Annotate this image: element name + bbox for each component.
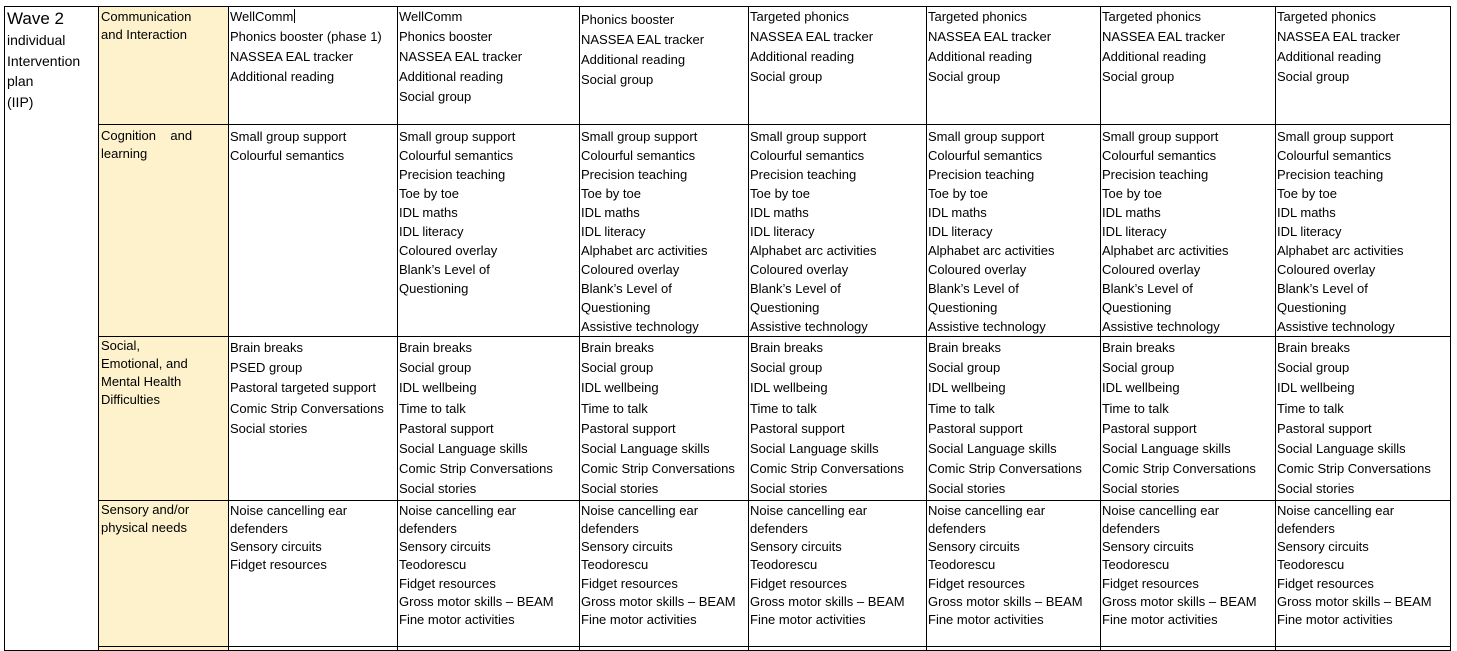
- plan-row-continuation: [5, 646, 1451, 650]
- intervention-cell[interactable]: [229, 125, 398, 337]
- intervention-item: Assistive technology: [1277, 319, 1395, 334]
- intervention-plan-table: [4, 6, 1451, 651]
- intervention-item: Fine motor activities: [581, 612, 697, 628]
- continuation-cell: [1101, 646, 1276, 650]
- intervention-item: Sensory circuits: [1102, 539, 1194, 555]
- intervention-item: Pastoral support: [928, 420, 1023, 436]
- intervention-item: IDL maths: [581, 205, 640, 220]
- intervention-item: Social Language skills: [750, 440, 879, 456]
- intervention-item: Pastoral support: [581, 420, 676, 436]
- wave-label-cell: [5, 7, 99, 651]
- intervention-item: Time to talk: [1102, 400, 1169, 416]
- intervention-cell[interactable]: [398, 500, 580, 646]
- plan-row: [5, 337, 1451, 501]
- intervention-item: Fine motor activities: [1102, 612, 1218, 628]
- intervention-cell[interactable]: [229, 337, 398, 501]
- intervention-item: Brain breaks: [1277, 340, 1350, 355]
- intervention-cell[interactable]: [229, 7, 398, 125]
- intervention-item: Social group: [1102, 69, 1175, 84]
- intervention-item: Fidget resources: [399, 575, 496, 591]
- intervention-item: NASSEA EAL tracker: [230, 49, 354, 64]
- intervention-item: defenders: [230, 520, 288, 536]
- intervention-item: Comic Strip Conversations: [581, 461, 735, 477]
- intervention-item: Gross motor skills – BEAM: [581, 593, 736, 609]
- intervention-item: Blank’s Level of: [928, 281, 1019, 296]
- intervention-item: Toe by toe: [1102, 186, 1162, 201]
- intervention-item: NASSEA EAL tracker: [1102, 29, 1226, 44]
- need-area-cell: [99, 125, 229, 337]
- intervention-item: Comic Strip Conversations: [1102, 461, 1256, 477]
- intervention-item: Blank’s Level of: [750, 281, 841, 296]
- intervention-item: Fine motor activities: [399, 612, 515, 628]
- intervention-item: Alphabet arc activities: [750, 243, 877, 258]
- intervention-item: Small group support: [1277, 129, 1394, 144]
- intervention-item: Social stories: [1277, 481, 1355, 497]
- intervention-item: Comic Strip Conversations: [230, 400, 384, 416]
- intervention-item: Social stories: [230, 420, 308, 436]
- intervention-item: Coloured overlay: [581, 262, 680, 277]
- intervention-item: Social group: [581, 360, 654, 376]
- need-area-label: Sensory and/or: [101, 501, 190, 517]
- intervention-item: Precision teaching: [1277, 167, 1384, 182]
- intervention-cell[interactable]: [1101, 337, 1276, 501]
- need-area-label: learning: [101, 146, 148, 161]
- intervention-item: Fidget resources: [581, 575, 678, 591]
- intervention-item: Social group: [1277, 360, 1350, 376]
- intervention-item: Time to talk: [581, 400, 648, 416]
- intervention-item: Additional reading: [928, 49, 1033, 64]
- intervention-cell[interactable]: [927, 337, 1101, 501]
- need-area-label: Difficulties: [101, 392, 161, 407]
- wave-label-line: (IIP): [7, 93, 34, 110]
- intervention-cell[interactable]: [749, 337, 927, 501]
- intervention-item: Gross motor skills – BEAM: [1277, 593, 1432, 609]
- intervention-item: Alphabet arc activities: [1102, 243, 1229, 258]
- need-area-label: and Interaction: [101, 27, 188, 42]
- intervention-item: IDL maths: [928, 205, 987, 220]
- intervention-item: Social Language skills: [928, 440, 1057, 456]
- plan-row: [5, 7, 1451, 125]
- intervention-item: NASSEA EAL tracker: [399, 49, 523, 64]
- intervention-item: Colourful semantics: [1102, 148, 1217, 163]
- intervention-item: Phonics booster (phase 1): [230, 29, 382, 44]
- intervention-item: Toe by toe: [750, 186, 810, 201]
- intervention-item: Teodorescu: [581, 557, 649, 573]
- intervention-cell[interactable]: [1276, 500, 1451, 646]
- need-area-label: physical needs: [101, 519, 187, 535]
- intervention-item: Colourful semantics: [399, 148, 514, 163]
- intervention-item: NASSEA EAL tracker: [581, 32, 705, 47]
- intervention-item: defenders: [581, 520, 639, 536]
- need-area-label: Communication: [101, 9, 192, 24]
- need-area-label: Mental Health: [101, 374, 182, 389]
- intervention-item: Brain breaks: [581, 340, 654, 355]
- intervention-item: Additional reading: [1277, 49, 1382, 64]
- intervention-item: Pastoral support: [399, 420, 494, 436]
- need-area-cell: [99, 500, 229, 646]
- intervention-cell[interactable]: [1101, 500, 1276, 646]
- intervention-item: Noise cancelling ear: [1277, 502, 1395, 518]
- intervention-item: Small group support: [581, 129, 698, 144]
- continuation-cell: [398, 646, 580, 650]
- intervention-item: Targeted phonics: [750, 9, 850, 24]
- intervention-item: Blank’s Level of: [399, 262, 490, 277]
- intervention-item: Gross motor skills – BEAM: [399, 593, 554, 609]
- intervention-item: Phonics booster: [581, 12, 675, 27]
- intervention-item: Toe by toe: [399, 186, 459, 201]
- intervention-item: Additional reading: [750, 49, 855, 64]
- wave-label-line: Wave 2: [7, 9, 65, 28]
- intervention-item: Gross motor skills – BEAM: [750, 593, 905, 609]
- intervention-item: Blank’s Level of: [1102, 281, 1193, 296]
- intervention-item: Colourful semantics: [581, 148, 696, 163]
- continuation-cell: [749, 646, 927, 650]
- plan-row: [5, 125, 1451, 337]
- intervention-item: Coloured overlay: [1277, 262, 1376, 277]
- intervention-cell[interactable]: [398, 7, 580, 125]
- continuation-cell: [927, 646, 1101, 650]
- intervention-item: Alphabet arc activities: [1277, 243, 1404, 258]
- intervention-item: Sensory circuits: [1277, 539, 1369, 555]
- intervention-item: Additional reading: [230, 69, 335, 84]
- intervention-item: IDL maths: [1277, 205, 1336, 220]
- intervention-item: Brain breaks: [750, 340, 823, 355]
- intervention-item: Fidget resources: [928, 575, 1025, 591]
- intervention-item: Additional reading: [581, 52, 686, 67]
- intervention-item: Comic Strip Conversations: [928, 461, 1082, 477]
- intervention-item: Assistive technology: [581, 319, 699, 334]
- intervention-item: Questioning: [750, 300, 820, 315]
- intervention-item: Assistive technology: [750, 319, 868, 334]
- intervention-item: Teodorescu: [928, 557, 996, 573]
- intervention-cell[interactable]: [1276, 7, 1451, 125]
- intervention-item: Brain breaks: [928, 340, 1001, 355]
- intervention-cell[interactable]: [927, 125, 1101, 337]
- intervention-item: Social group: [581, 72, 654, 87]
- intervention-item: Additional reading: [399, 69, 504, 84]
- intervention-item: Social group: [750, 360, 823, 376]
- intervention-item: Targeted phonics: [1277, 9, 1377, 24]
- need-area-label: Social,: [101, 338, 141, 353]
- intervention-item: Social stories: [1102, 481, 1180, 497]
- intervention-cell[interactable]: [229, 500, 398, 646]
- intervention-item: Targeted phonics: [928, 9, 1028, 24]
- intervention-item: NASSEA EAL tracker: [750, 29, 874, 44]
- intervention-item: Small group support: [750, 129, 867, 144]
- intervention-item: Time to talk: [1277, 400, 1344, 416]
- intervention-item: Colourful semantics: [750, 148, 865, 163]
- intervention-item: Precision teaching: [750, 167, 857, 182]
- intervention-item: Time to talk: [750, 400, 817, 416]
- intervention-item: IDL maths: [750, 205, 809, 220]
- intervention-item: Social Language skills: [1277, 440, 1406, 456]
- intervention-item: defenders: [750, 520, 808, 536]
- intervention-item: IDL literacy: [399, 224, 464, 239]
- intervention-item: Questioning: [581, 300, 651, 315]
- intervention-item: Social Language skills: [399, 440, 528, 456]
- intervention-item: WellComm: [230, 9, 294, 24]
- intervention-item: Sensory circuits: [750, 539, 842, 555]
- intervention-item: Social group: [1102, 360, 1175, 376]
- intervention-item: Fidget resources: [1277, 575, 1374, 591]
- intervention-item: Pastoral targeted support: [230, 380, 376, 396]
- intervention-item: Sensory circuits: [581, 539, 673, 555]
- intervention-item: Targeted phonics: [1102, 9, 1202, 24]
- intervention-item: Coloured overlay: [1102, 262, 1201, 277]
- intervention-cell[interactable]: [1101, 125, 1276, 337]
- intervention-item: Fine motor activities: [928, 612, 1044, 628]
- intervention-item: defenders: [399, 520, 457, 536]
- intervention-item: Noise cancelling ear: [928, 502, 1046, 518]
- intervention-item: Social group: [399, 360, 472, 376]
- intervention-item: Coloured overlay: [750, 262, 849, 277]
- intervention-item: Time to talk: [399, 400, 466, 416]
- intervention-cell[interactable]: [927, 500, 1101, 646]
- intervention-item: Questioning: [1277, 300, 1347, 315]
- intervention-item: IDL literacy: [928, 224, 993, 239]
- intervention-item: Sensory circuits: [230, 539, 322, 555]
- wave-label-line: individual: [7, 32, 66, 48]
- intervention-cell[interactable]: [580, 7, 749, 125]
- intervention-item: Pastoral support: [750, 420, 845, 436]
- intervention-item: Precision teaching: [928, 167, 1035, 182]
- intervention-item: Social Language skills: [1102, 440, 1231, 456]
- need-area-label: Emotional, and: [101, 356, 188, 371]
- intervention-item: Gross motor skills – BEAM: [1102, 593, 1257, 609]
- need-area-cell: [99, 337, 229, 501]
- intervention-item: Fidget resources: [230, 557, 327, 573]
- intervention-item: Pastoral support: [1277, 420, 1372, 436]
- intervention-cell[interactable]: [1276, 125, 1451, 337]
- intervention-item: Coloured overlay: [928, 262, 1027, 277]
- intervention-item: Social stories: [581, 481, 659, 497]
- intervention-item: Toe by toe: [928, 186, 988, 201]
- intervention-item: Social group: [1277, 69, 1350, 84]
- intervention-item: Comic Strip Conversations: [399, 461, 553, 477]
- intervention-item: IDL wellbeing: [581, 380, 659, 396]
- continuation-cell: [580, 646, 749, 650]
- intervention-item: Additional reading: [1102, 49, 1207, 64]
- intervention-cell[interactable]: [1276, 337, 1451, 501]
- intervention-item: Phonics booster: [399, 29, 493, 44]
- intervention-item: Noise cancelling ear: [230, 502, 348, 518]
- intervention-cell[interactable]: [580, 337, 749, 501]
- intervention-item: Teodorescu: [750, 557, 818, 573]
- need-area-label: Cognition and: [101, 128, 193, 143]
- intervention-item: Social group: [928, 69, 1001, 84]
- intervention-item: IDL literacy: [1277, 224, 1342, 239]
- intervention-item: Questioning: [399, 281, 469, 296]
- intervention-item: Sensory circuits: [399, 539, 491, 555]
- intervention-item: defenders: [1102, 520, 1160, 536]
- intervention-item: Toe by toe: [1277, 186, 1337, 201]
- intervention-item: IDL literacy: [581, 224, 646, 239]
- intervention-item: IDL maths: [1102, 205, 1161, 220]
- intervention-item: Social stories: [750, 481, 828, 497]
- intervention-item: Teodorescu: [1102, 557, 1170, 573]
- intervention-item: Fine motor activities: [750, 612, 866, 628]
- intervention-item: Social group: [928, 360, 1001, 376]
- continuation-cell: [229, 646, 398, 650]
- intervention-item: Coloured overlay: [399, 243, 498, 258]
- intervention-item: Alphabet arc activities: [928, 243, 1055, 258]
- intervention-item: Precision teaching: [399, 167, 506, 182]
- intervention-item: Noise cancelling ear: [1102, 502, 1220, 518]
- intervention-item: IDL literacy: [1102, 224, 1167, 239]
- plan-row: [5, 500, 1451, 646]
- intervention-item: IDL literacy: [750, 224, 815, 239]
- intervention-item: Alphabet arc activities: [581, 243, 708, 258]
- intervention-cell[interactable]: [1101, 7, 1276, 125]
- intervention-item: NASSEA EAL tracker: [928, 29, 1052, 44]
- intervention-item: Social group: [399, 89, 472, 104]
- intervention-item: IDL wellbeing: [1277, 380, 1355, 396]
- intervention-item: Time to talk: [928, 400, 995, 416]
- intervention-item: Brain breaks: [230, 340, 303, 355]
- intervention-item: Social Language skills: [581, 440, 710, 456]
- intervention-cell[interactable]: [749, 500, 927, 646]
- intervention-item: WellComm: [399, 9, 463, 24]
- intervention-item: Teodorescu: [399, 557, 467, 573]
- intervention-item: Blank’s Level of: [1277, 281, 1368, 296]
- intervention-item: Blank’s Level of: [581, 281, 672, 296]
- intervention-item: Questioning: [1102, 300, 1172, 315]
- intervention-item: Fine motor activities: [1277, 612, 1393, 628]
- intervention-item: Brain breaks: [1102, 340, 1175, 355]
- intervention-item: IDL wellbeing: [750, 380, 828, 396]
- intervention-cell[interactable]: [749, 125, 927, 337]
- intervention-item: Noise cancelling ear: [399, 502, 517, 518]
- intervention-item: Colourful semantics: [928, 148, 1043, 163]
- intervention-item: Fidget resources: [1102, 575, 1199, 591]
- intervention-cell[interactable]: [398, 125, 580, 337]
- intervention-item: Toe by toe: [581, 186, 641, 201]
- intervention-item: IDL wellbeing: [399, 380, 477, 396]
- intervention-item: IDL wellbeing: [928, 380, 1006, 396]
- need-area-cell: [99, 7, 229, 125]
- intervention-item: Teodorescu: [1277, 557, 1345, 573]
- intervention-item: Comic Strip Conversations: [1277, 461, 1431, 477]
- intervention-item: Comic Strip Conversations: [750, 461, 904, 477]
- intervention-item: Questioning: [928, 300, 998, 315]
- intervention-cell[interactable]: [749, 7, 927, 125]
- wave-label-line: Intervention: [7, 52, 81, 69]
- intervention-item: defenders: [1277, 520, 1335, 536]
- continuation-cell: [1276, 646, 1451, 650]
- intervention-item: Social group: [750, 69, 823, 84]
- text-cursor: [294, 9, 295, 23]
- intervention-item: Small group support: [399, 129, 516, 144]
- intervention-item: IDL wellbeing: [1102, 380, 1180, 396]
- intervention-item: Gross motor skills – BEAM: [928, 593, 1083, 609]
- intervention-item: Colourful semantics: [1277, 148, 1392, 163]
- intervention-item: PSED group: [230, 360, 303, 376]
- intervention-item: Small group support: [1102, 129, 1219, 144]
- continuation-cell: [99, 646, 229, 650]
- intervention-item: Social stories: [399, 481, 477, 497]
- intervention-item: Precision teaching: [1102, 167, 1209, 182]
- intervention-item: Noise cancelling ear: [750, 502, 868, 518]
- intervention-item: defenders: [928, 520, 986, 536]
- intervention-item: IDL maths: [399, 205, 458, 220]
- intervention-cell[interactable]: [580, 500, 749, 646]
- intervention-item: Colourful semantics: [230, 148, 345, 163]
- intervention-item: NASSEA EAL tracker: [1277, 29, 1401, 44]
- intervention-item: Noise cancelling ear: [581, 502, 699, 518]
- intervention-cell[interactable]: [398, 337, 580, 501]
- intervention-item: Social stories: [928, 481, 1006, 497]
- intervention-item: Assistive technology: [1102, 319, 1220, 334]
- intervention-item: Small group support: [230, 129, 347, 144]
- intervention-item: Small group support: [928, 129, 1045, 144]
- wave-label-line: plan: [7, 73, 34, 89]
- intervention-item: Sensory circuits: [928, 539, 1020, 555]
- intervention-cell[interactable]: [927, 7, 1101, 125]
- intervention-item: Assistive technology: [928, 319, 1046, 334]
- intervention-item: Pastoral support: [1102, 420, 1197, 436]
- intervention-item: Precision teaching: [581, 167, 688, 182]
- intervention-cell[interactable]: [580, 125, 749, 337]
- intervention-item: Fidget resources: [750, 575, 847, 591]
- intervention-item: Brain breaks: [399, 340, 472, 355]
